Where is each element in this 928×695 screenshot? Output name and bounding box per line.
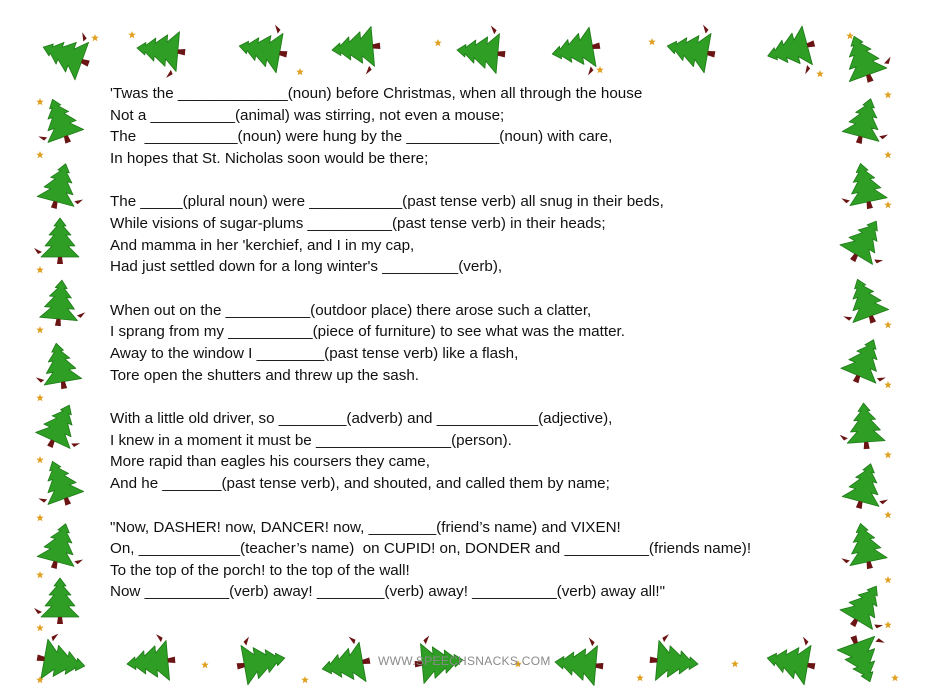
christmas-tree-icon [232, 631, 288, 686]
christmas-tree-icon [455, 23, 507, 74]
star-icon [201, 661, 209, 668]
poem-line: Tore open the shutters and threw up the sash. [110, 366, 420, 384]
christmas-tree-icon [135, 28, 187, 79]
star-icon [884, 621, 892, 628]
christmas-tree-icon [36, 21, 98, 82]
poem-line: To the top of the porch! to the top of the wall! [110, 561, 410, 579]
christmas-tree-icon [35, 159, 90, 215]
poem-line: In hopes that St. Nicholas soon would be there; [110, 149, 429, 167]
poem-line: I knew in a moment it must be ________________(person). [110, 431, 512, 449]
poem-line: When out on the __________(outdoor place) there arose such a clatter, [110, 301, 592, 319]
stanza-5 [110, 517, 830, 603]
star-icon [884, 91, 892, 98]
poem-line: On, ____________(teacher’s name) on CUPID! on, DONDER and __________(friends name)! [110, 540, 752, 558]
star-icon [884, 201, 892, 208]
poem-line: Now __________(verb) away! ________(verb) away! __________(verb) away all!" [110, 583, 666, 601]
star-icon [36, 571, 44, 578]
star-icon [884, 381, 892, 388]
christmas-tree-icon [34, 218, 79, 264]
poem-line: And he _______(past tense verb), and shouted, and called them by name; [110, 474, 610, 492]
christmas-tree-icon [39, 278, 88, 328]
star-icon [36, 394, 44, 401]
christmas-tree-icon [236, 19, 292, 74]
poem-line: And mamma in her 'kerchief, and I in my cap, [110, 236, 415, 254]
poem-line: The ___________(noun) were hung by the ___________(noun) with care, [110, 128, 613, 146]
christmas-tree-icon [318, 634, 374, 689]
stanza-1 [110, 83, 830, 169]
christmas-tree-icon [763, 24, 822, 82]
star-icon [296, 68, 304, 75]
poem-line: I sprang from my __________(piece of furniture) to see what was the matter. [110, 323, 625, 341]
star-icon [648, 38, 656, 45]
star-icon [434, 39, 442, 46]
christmas-tree-icon [553, 635, 605, 686]
poem-line: Not a __________(animal) was stirring, not even a mouse; [110, 106, 505, 124]
stanza-2 [110, 191, 830, 277]
poem-line: The _____(plural noun) were ___________(past tense verb) all snug in their beds, [110, 193, 664, 211]
star-icon [91, 34, 99, 41]
star-icon [816, 70, 824, 77]
stanza-4 [110, 408, 830, 494]
star-icon [128, 31, 136, 38]
stanza-3 [110, 300, 830, 386]
christmas-tree-icon [35, 519, 90, 575]
star-icon [596, 66, 604, 73]
christmas-tree-icon [330, 26, 382, 77]
star-icon [884, 151, 892, 158]
star-icon [36, 151, 44, 158]
christmas-tree-icon [836, 211, 898, 274]
christmas-tree-icon [31, 340, 83, 393]
star-icon [301, 676, 309, 683]
star-icon [36, 326, 44, 333]
christmas-tree-icon [835, 27, 896, 89]
christmas-tree-icon [833, 273, 891, 332]
star-icon [884, 321, 892, 328]
star-icon [884, 511, 892, 518]
christmas-tree-icon [28, 93, 86, 152]
star-icon [36, 266, 44, 273]
poem-line: More rapid than eagles his coursers they came, [110, 453, 430, 471]
poem-line: With a little old driver, so ________(adverb) and ____________(adjective), [110, 410, 613, 428]
christmas-tree-icon [648, 633, 700, 684]
christmas-tree-icon [764, 631, 820, 686]
star-icon [36, 456, 44, 463]
christmas-tree-icon [664, 19, 720, 74]
christmas-tree-icon [840, 94, 895, 150]
christmas-tree-icon [836, 576, 898, 639]
christmas-tree-icon [835, 520, 889, 574]
poem-line: Had just settled down for a long winter's _________(verb), [110, 258, 503, 276]
christmas-tree-icon [835, 160, 889, 214]
star-icon [36, 624, 44, 631]
christmas-tree-icon [838, 402, 886, 451]
christmas-tree-icon [34, 631, 90, 686]
poem-line: 'Twas the _____________(noun) before Christmas, when all through the house [110, 85, 643, 102]
star-icon [846, 32, 854, 39]
poem-line: While visions of sugar-plums __________(past tense verb) in their heads; [110, 214, 606, 232]
star-icon [636, 674, 644, 681]
christmas-tree-icon [33, 397, 93, 458]
christmas-tree-icon [34, 578, 79, 624]
star-icon [36, 98, 44, 105]
poem-line: Away to the window I ________(past tense verb) like a flash, [110, 344, 519, 362]
star-icon [36, 514, 44, 521]
star-icon [731, 660, 739, 667]
poem-body [110, 83, 830, 625]
star-icon [891, 674, 899, 681]
christmas-tree-icon [835, 627, 896, 689]
christmas-tree-icon [549, 26, 605, 81]
site-watermark: WWW.SPEECHSNACKS.COM [378, 654, 551, 668]
christmas-tree-icon [840, 459, 895, 515]
star-icon [884, 576, 892, 583]
star-icon [884, 451, 892, 458]
christmas-tree-icon [125, 633, 177, 684]
christmas-tree-icon [28, 455, 86, 514]
poem-line: "Now, DASHER! now, DANCER! now, ________(friend’s name) and VIXEN! [110, 518, 621, 536]
